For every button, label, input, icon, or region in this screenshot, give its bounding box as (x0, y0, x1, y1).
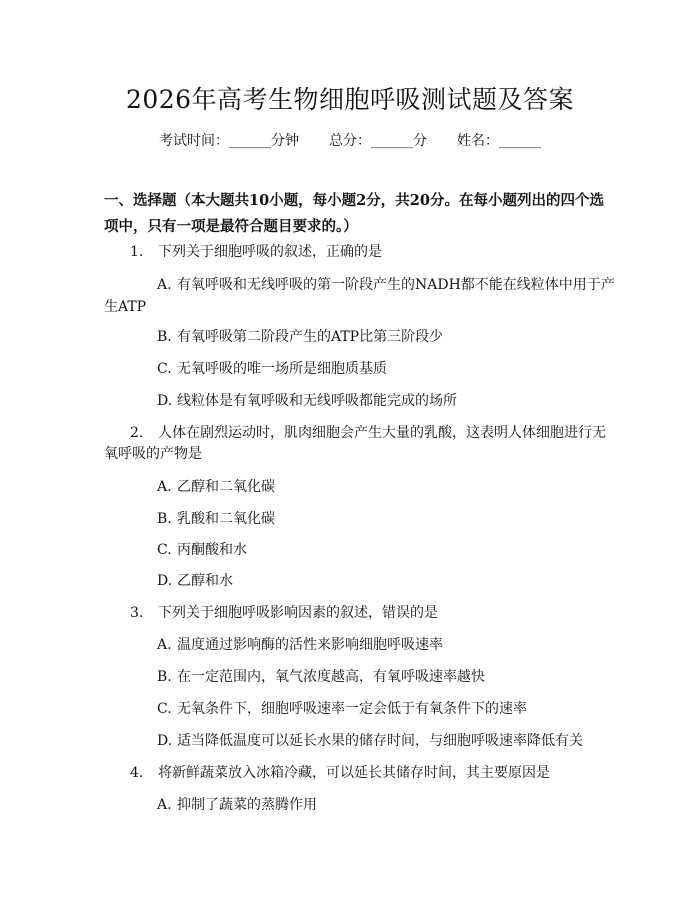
question-2-option-a (157, 476, 275, 498)
question-4 (130, 762, 550, 784)
option-text: 温度通过影响酶的活性来影响细胞呼吸速率 (177, 637, 443, 653)
section-heading-line-1: 一、选择题（本大题共10小题，每小题2分，共20分。在每小题列出的四个选 (104, 192, 604, 209)
question-2 (130, 422, 606, 444)
option-letter: C. (157, 701, 172, 717)
question-3-option-a (157, 634, 443, 656)
option-text: 在一定范围内，氧气浓度越高，有氧呼吸速率越快 (177, 669, 485, 685)
option-letter: A. (157, 277, 172, 293)
option-text: 有氧呼吸和无线呼吸的第一阶段产生的NADH都不能在线粒体中用于产 (177, 277, 615, 293)
option-letter: D. (157, 573, 173, 589)
question-1-option-a-continued: 生ATP (104, 299, 147, 315)
option-text: 乙醇和水 (177, 573, 233, 589)
option-letter: A. (157, 479, 172, 495)
option-letter: C. (157, 542, 172, 558)
question-3 (130, 602, 438, 624)
question-1-option-d (157, 390, 457, 412)
exam-meta (0, 130, 700, 152)
option-text: 无氧条件下，细胞呼吸速率一定会低于有氧条件下的速率 (177, 701, 527, 717)
section-heading (104, 188, 604, 240)
exam-time-field: 考试时间：______分钟 (159, 133, 299, 149)
section-heading-line-2: 项中，只有一项是最符合题目要求的。） (104, 218, 358, 235)
question-number: 3. (130, 605, 144, 621)
question-2-continued: 氧呼吸的产物是 (104, 446, 202, 462)
question-text: 将新鲜蔬菜放入冰箱冷藏，可以延长其储存时间，其主要原因是 (158, 765, 550, 781)
question-3-option-b (157, 666, 485, 688)
question-2-option-b (157, 508, 275, 530)
student-name-field: 姓名：______ (457, 133, 541, 149)
question-3-option-c (157, 698, 527, 720)
option-letter: A. (157, 637, 172, 653)
question-number: 2. (130, 425, 144, 441)
question-4-option-a (157, 794, 317, 816)
option-letter: A. (157, 797, 172, 813)
question-3-option-d (157, 730, 583, 752)
question-1 (130, 241, 382, 263)
question-1-option-b (157, 326, 443, 348)
question-2-option-c (157, 539, 247, 561)
question-text: 下列关于细胞呼吸影响因素的叙述，错误的是 (158, 605, 438, 621)
question-2-option-d (157, 570, 233, 592)
page-title: 2026年高考生物细胞呼吸测试题及答案 (125, 85, 575, 114)
option-text: 无氧呼吸的唯一场所是细胞质基质 (177, 361, 387, 377)
total-score-field: 总分：______分 (329, 133, 427, 149)
option-text: 乳酸和二氧化碳 (177, 511, 275, 527)
question-number: 1. (130, 244, 144, 260)
option-letter: D. (157, 393, 173, 409)
option-text: 线粒体是有氧呼吸和无线呼吸都能完成的场所 (177, 393, 457, 409)
option-letter: B. (157, 669, 172, 685)
option-text: 有氧呼吸第二阶段产生的ATP比第三阶段少 (177, 329, 444, 345)
option-letter: D. (157, 733, 173, 749)
option-text: 乙醇和二氧化碳 (177, 479, 275, 495)
question-number: 4. (130, 765, 144, 781)
option-text: 适当降低温度可以延长水果的储存时间，与细胞呼吸速率降低有关 (177, 733, 583, 749)
question-text: 人体在剧烈运动时，肌肉细胞会产生大量的乳酸，这表明人体细胞进行无 (158, 425, 606, 441)
question-1-option-a (157, 274, 615, 296)
option-text: 抑制了蔬菜的蒸腾作用 (177, 797, 317, 813)
option-letter: B. (157, 329, 172, 345)
option-letter: C. (157, 361, 172, 377)
option-text: 丙酮酸和水 (177, 542, 247, 558)
option-letter: B. (157, 511, 172, 527)
question-text: 下列关于细胞呼吸的叙述，正确的是 (158, 244, 382, 260)
question-1-option-c (157, 358, 387, 380)
